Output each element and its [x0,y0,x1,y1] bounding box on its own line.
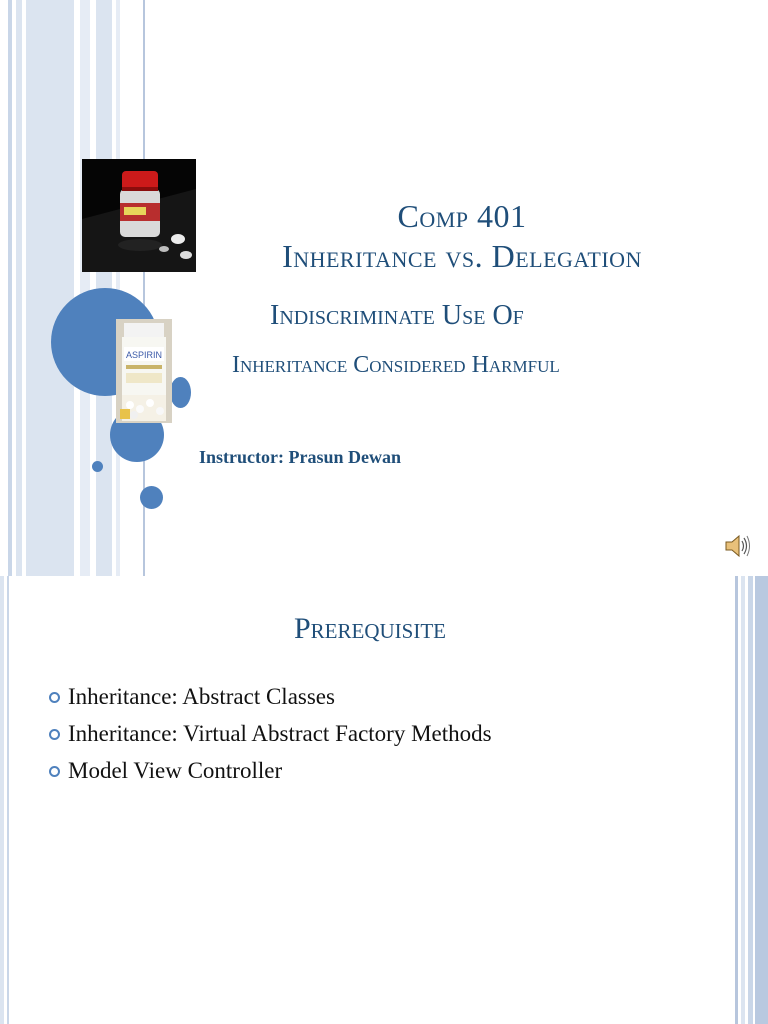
instructor-label: Instructor: Prasun Dewan [199,447,401,467]
slide-subtitle-line2: Inheritance Considered Harmful [232,352,560,378]
bullet-icon [49,729,60,740]
slide-title-line1: Comp 401 [397,198,527,234]
prerequisite-slide [0,576,768,1024]
list-item [48,721,492,758]
bullet-text: Inheritance: Abstract Classes [68,684,335,709]
list-item [48,758,492,795]
stripe [26,0,74,576]
stripe [16,0,22,576]
stripe [741,576,745,1024]
list-item [48,684,492,721]
stripe [0,0,8,576]
slide-subtitle-line1: Indiscriminate Use Of [270,300,524,331]
slide-title-line2: Inheritance vs. Delegation [282,238,642,274]
aspirin-bottle-image [116,319,172,423]
stripe [8,0,12,576]
slide-heading: Prerequisite [293,612,446,645]
bullet-icon [49,766,60,777]
speaker-icon[interactable] [724,533,752,559]
stripe [80,0,90,576]
stripe [755,576,768,1024]
bullet-text: Model View Controller [68,758,283,783]
decorative-circle [170,377,191,408]
decorative-circle [140,486,163,509]
pill-bottle-image [82,159,196,272]
decorative-circle [92,461,103,472]
aspirin-label: ASPIRIN [125,350,163,360]
stripe [748,576,753,1024]
bullet-text: Inheritance: Virtual Abstract Factory Methods [68,721,492,746]
stripe [116,0,120,576]
bullet-icon [49,692,60,703]
bullet-list [48,684,492,795]
